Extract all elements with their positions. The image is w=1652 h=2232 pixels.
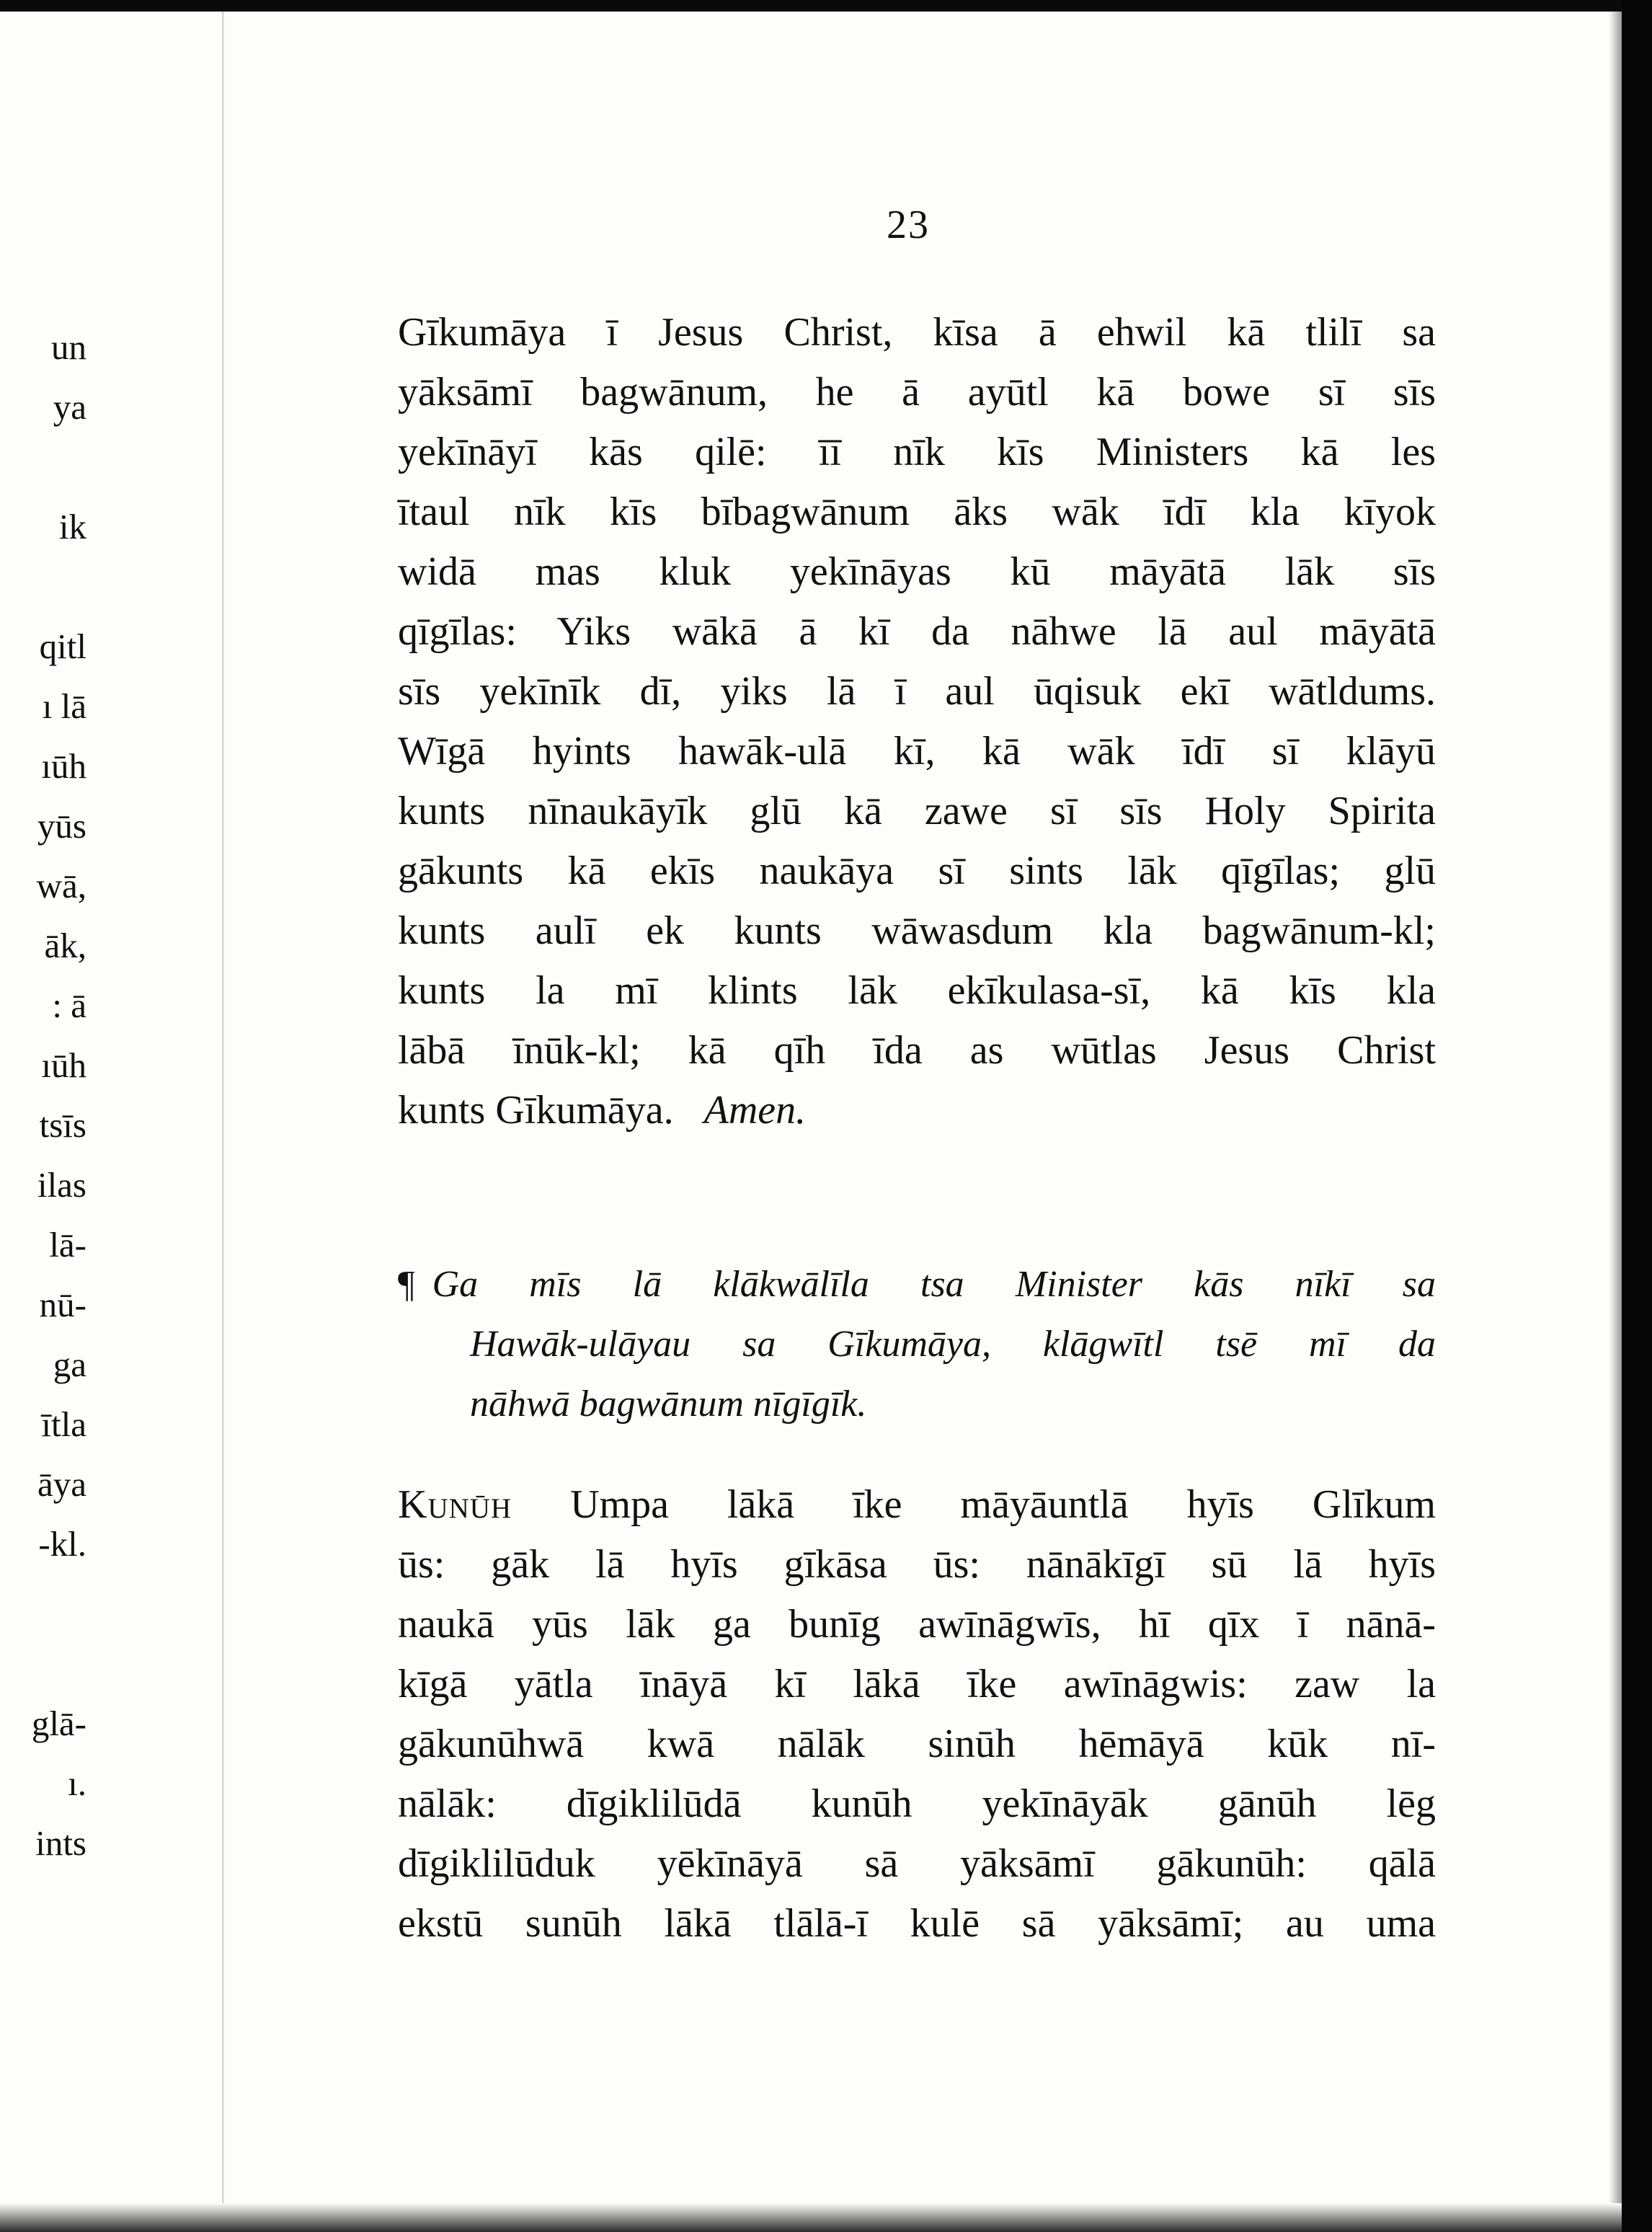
left-fragment-line: wā, bbox=[36, 866, 86, 905]
left-fragment-line: ilas bbox=[37, 1165, 86, 1205]
text-line: kunts la mī klints lāk ekīkulasa-sī, kā kīs kla bbox=[398, 968, 1436, 1013]
left-fragment-line: : ā bbox=[52, 986, 86, 1025]
left-fragment-line: qitl bbox=[39, 626, 86, 666]
rubric-line: nāhwā bagwānum nīgīgīk. bbox=[470, 1383, 867, 1425]
rubric-line bbox=[398, 1254, 1436, 1314]
rubric-line: Hawāk-ulāyau sa Gīkumāya, klāgwītl tsē mī da bbox=[470, 1324, 1436, 1365]
text-line: yekīnāyī kās qilē: īī nīk kīs Ministers kā les bbox=[398, 430, 1436, 474]
left-fragment-line: -kl. bbox=[38, 1524, 86, 1564]
text-line: gākunūhwā kwā nālāk sinūh hēmāyā kūk nī- bbox=[398, 1722, 1436, 1766]
text-line bbox=[398, 1475, 1436, 1535]
left-fragment-line: tsīs bbox=[39, 1105, 86, 1145]
left-fragment-line: glā- bbox=[31, 1704, 86, 1743]
text-line: nālāk: dīgiklilūdā kunūh yekīnāyāk gānūh lēg bbox=[398, 1781, 1436, 1826]
page-edge-shadow bbox=[1609, 12, 1622, 2203]
text-line: qīgīlas: Yiks wākā ā kī da nāhwe lā aul māyātā bbox=[398, 609, 1436, 654]
text-line: kīgā yātla īnāyā kī lākā īke awīnāgwis: zaw la bbox=[398, 1662, 1436, 1706]
top-border bbox=[0, 0, 1652, 12]
text-line: Gīkumāya ī Jesus Christ, kīsa ā ehwil kā tlilī sa bbox=[398, 310, 1436, 355]
left-fragment-line: ga bbox=[53, 1345, 86, 1384]
text-line: kunts aulī ek kunts wāwasdum kla bagwānum-kl; bbox=[398, 908, 1436, 953]
left-fragment-line: ı lā bbox=[42, 686, 86, 726]
left-fragment-line: ik bbox=[58, 507, 86, 546]
left-fragment-line: āya bbox=[37, 1464, 86, 1504]
text-line: ītaul nīk kīs bībagwānum āks wāk īdī kla kīyok bbox=[398, 490, 1436, 534]
left-fragment-line: lā- bbox=[49, 1225, 86, 1265]
left-fragment-line: ı. bbox=[68, 1763, 86, 1803]
right-border bbox=[1622, 0, 1652, 2232]
left-fragment-line: āk, bbox=[44, 926, 86, 965]
text-line: Wīgā hyints hawāk-ulā kī, kā wāk īdī sī klāyū bbox=[398, 729, 1436, 774]
page-number: 23 bbox=[887, 203, 930, 247]
left-fragment-line bbox=[0, 557, 86, 616]
left-fragment-line bbox=[0, 1634, 86, 1693]
text-line: widā mas kluk yekīnāyas kū māyātā lāk sīs bbox=[398, 549, 1436, 594]
prayer-paragraph bbox=[398, 1475, 1436, 1954]
left-fragment-line: nū- bbox=[39, 1285, 86, 1324]
left-fragment-line: un bbox=[51, 327, 86, 367]
text-fragment: kunts Gīkumāya. bbox=[398, 1088, 674, 1133]
left-fragment-line: ya bbox=[53, 387, 86, 427]
left-fragment-line: yūs bbox=[37, 806, 86, 846]
text-fragment: Umpa lākā īke māyāuntlā hyīs Glīkum bbox=[570, 1482, 1436, 1527]
left-fragment-line bbox=[0, 437, 86, 497]
text-line-last bbox=[398, 1081, 1436, 1141]
text-line: dīgiklilūduk yēkīnāyā sā yāksāmī gākunūh: qālā bbox=[398, 1841, 1436, 1886]
book-gutter bbox=[222, 12, 224, 2203]
left-fragment-line bbox=[0, 1574, 86, 1634]
rubric-text: Ga mīs lā klākwālīla tsa Minister kās nīkī sa bbox=[432, 1264, 1436, 1305]
rubric bbox=[398, 1254, 1436, 1434]
text-line: lābā īnūk-kl; kā qīh īda as wūtlas Jesus Christ bbox=[398, 1028, 1436, 1073]
collect-paragraph bbox=[398, 303, 1436, 1141]
text-line: ūs: gāk lā hyīs gīkāsa ūs: nānākīgī sū lā hyīs bbox=[398, 1542, 1436, 1587]
left-fragment-line: ıūh bbox=[41, 746, 86, 786]
left-fragment-line: ıūh bbox=[41, 1045, 86, 1085]
text-line: ekstū sunūh lākā tlālā-ī kulē sā yāksāmī; au uma bbox=[398, 1901, 1436, 1946]
amen: Amen. bbox=[703, 1088, 807, 1133]
pilcrow-icon: ¶ bbox=[398, 1264, 415, 1305]
text-line: yāksāmī bagwānum, he ā ayūtl kā bowe sī sīs bbox=[398, 370, 1436, 415]
left-page-fragments bbox=[0, 317, 86, 1873]
text-line: kunts nīnaukāyīk glū kā zawe sī sīs Holy Spirita bbox=[398, 789, 1436, 833]
text-line: naukā yūs lāk ga bunīg awīnāgwīs, hī qīx ī nānā- bbox=[398, 1602, 1436, 1647]
left-fragment-line: ītla bbox=[41, 1404, 86, 1444]
left-fragment-line: ints bbox=[35, 1823, 86, 1863]
text-line: gākunts kā ekīs naukāya sī sints lāk qīgīlas; glū bbox=[398, 849, 1436, 893]
bottom-border bbox=[0, 2203, 1622, 2232]
text-line: sīs yekīnīk dī, yiks lā ī aul ūqisuk ekī wātldums. bbox=[398, 669, 1436, 714]
prayer-first-word: Kunūh bbox=[398, 1482, 512, 1527]
